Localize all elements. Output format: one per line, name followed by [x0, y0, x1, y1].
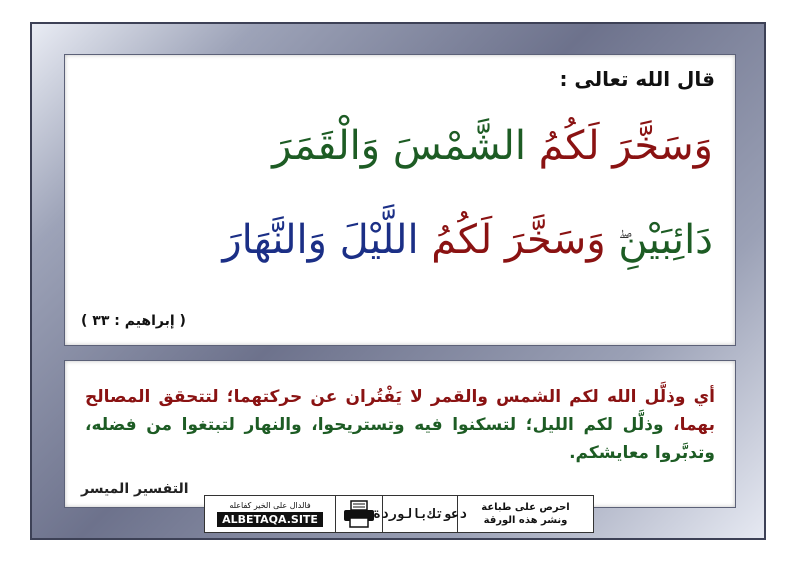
verse-line-1	[83, 123, 713, 169]
verse-intro: قال الله تعالى :	[559, 67, 715, 91]
verse-line-1-part-1: وَسَخَّرَ لَكُمُ	[525, 123, 713, 169]
footer-note-line-1: احرص على طباعة	[481, 502, 570, 513]
footer-bar	[204, 495, 594, 533]
tafsir-part-1: أي وذلَّل الله لكم الشمس والقمر لا يَفْتُران عن حركتهما؛ لتتحقق المصالح بهما،	[85, 387, 715, 435]
footer-logo-line-2: بالوردة	[373, 506, 428, 522]
footer-note	[458, 496, 593, 532]
verse-line-2-part-2: وَسَخَّرَ لَكُمُ	[418, 217, 619, 263]
footer-site-box	[205, 496, 336, 532]
verse-line-2-part-1: دَائِبَيْنِ	[618, 217, 713, 263]
footer-site[interactable]: ALBETAQA.SITE	[217, 512, 323, 527]
footer-logo-line-1: دعوتك	[427, 506, 467, 522]
verse-reference: ( إبراهيم : ٣٣ )	[81, 313, 186, 329]
verse-line-2-part-3: اللَّيْلَ وَالنَّهَارَ	[222, 217, 419, 263]
verse-panel	[64, 54, 736, 346]
tafsir-source: التفسير الميسر	[81, 481, 189, 497]
tafsir-panel	[64, 360, 736, 508]
footer-logo	[373, 496, 467, 532]
footer-caption: فالدال على الخير كفاعله	[229, 501, 311, 510]
tafsir-part-2: وذلَّل لكم الليل؛ لتسكنوا فيه وتستريحوا، والنهار لتبتغوا من فضله، وتدبَّروا معايشكم.	[85, 415, 715, 463]
verse-line-1-part-2: الشَّمْسَ وَالْقَمَرَ	[272, 123, 526, 169]
footer-note-line-2: ونشر هذه الورقة	[483, 515, 568, 526]
verse-line-2	[83, 217, 713, 263]
tafsir-text	[85, 383, 715, 467]
